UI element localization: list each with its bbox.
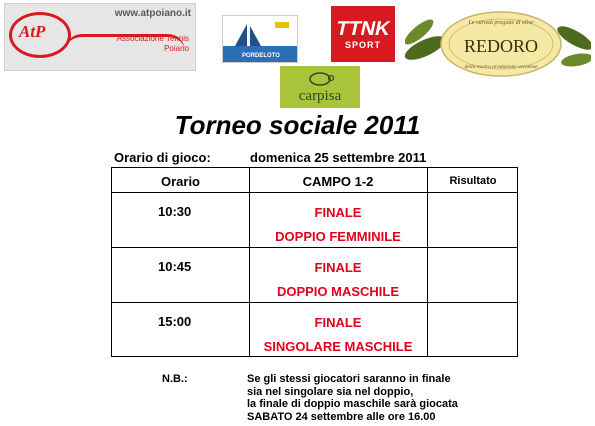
atp-mark: AtP: [19, 22, 46, 41]
row-1-line2: DOPPIO FEMMINILE: [275, 229, 401, 244]
row-3-line1: FINALE: [314, 315, 362, 330]
note-line-2: sia nel singolare sia nel doppio,: [247, 385, 414, 398]
schedule-label: Orario di gioco:: [114, 150, 211, 165]
note-text: [247, 373, 458, 423]
atp-logo: [4, 3, 196, 71]
sailboat-icon: [223, 16, 298, 63]
olive-branch-icon: [405, 8, 591, 80]
ttnk-sport: SPORT: [344, 40, 381, 50]
note-line-3: la finale di doppio maschile sarà giocata: [247, 398, 458, 410]
redoro-brand: REDORO: [463, 36, 539, 56]
pordeloto-label: PORDELOTO: [242, 53, 280, 59]
note-line-1: Se gli stessi giocatori saranno in finale: [247, 373, 451, 385]
note-label: N.B.:: [162, 373, 188, 385]
carpisa-label: carpisa: [298, 88, 342, 104]
atp-url: www.atpoiano.it: [114, 8, 191, 19]
ttnk-logo: [331, 6, 395, 62]
ttnk-main: TTNK: [334, 18, 393, 40]
row-2-line1: FINALE: [314, 260, 362, 275]
row-2-line2: DOPPIO MASCHILE: [276, 284, 400, 299]
row-3-time: 15:00: [158, 314, 192, 329]
note-line-4: SABATO 24 settembre alle ore 16.00: [247, 410, 436, 423]
redoro-bottom: della nostra produzione veronese: [464, 64, 538, 70]
schedule-date: domenica 25 settembre 2011: [250, 150, 427, 165]
row-1-line1: FINALE: [314, 205, 362, 220]
header-court: CAMPO 1-2: [302, 174, 374, 189]
row-3-line2: SINGOLARE MASCHILE: [263, 339, 413, 354]
carpisa-logo: [280, 66, 360, 108]
row-2-time: 10:45: [158, 259, 192, 274]
atp-assoc-line1: Associazione Tennis: [116, 34, 189, 43]
page-title: Torneo sociale 2011: [174, 110, 421, 140]
turtle-icon: [306, 70, 334, 86]
atp-association: [117, 34, 189, 54]
header-result: Risultato: [449, 175, 497, 187]
redoro-logo: [405, 8, 591, 80]
row-1-time: 10:30: [158, 204, 192, 219]
redoro-top: Le varietà pregiate di olive: [468, 20, 534, 26]
header-time: Orario: [160, 174, 200, 189]
schedule-table: [111, 167, 518, 357]
pordeloto-logo: [222, 15, 298, 63]
atp-assoc-line2: Poiano: [164, 44, 189, 53]
